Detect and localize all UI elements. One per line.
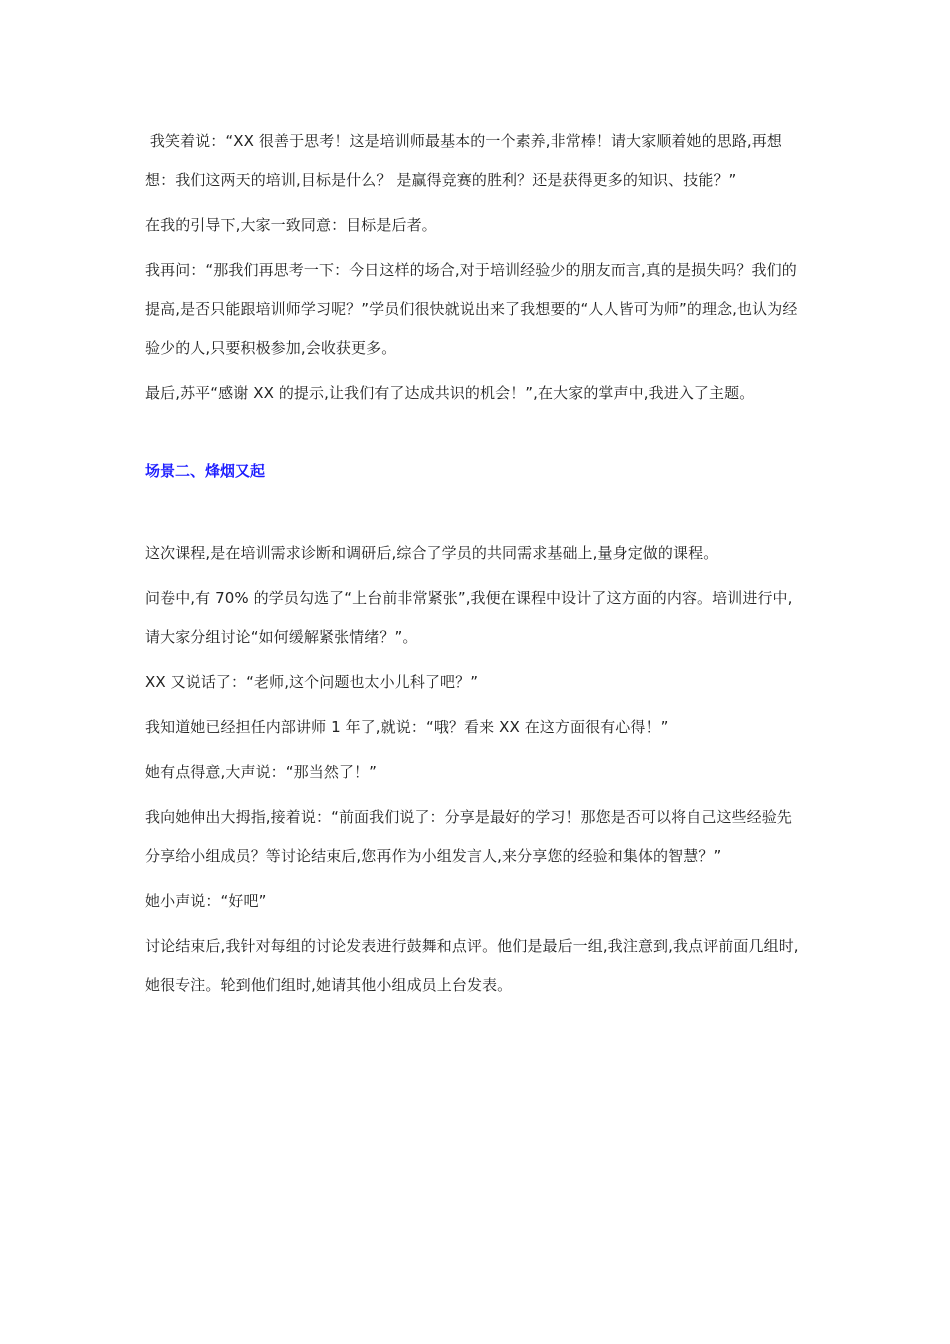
- paragraph: 我再问：“那我们再思考一下：今日这样的场合,对于培训经验少的朋友而言,真的是损失吗？我们的提高,是否只能跟培训师学习呢？”学员们很快就说出来了我想要的“人人皆可为师”的理念,也认为经验少的人,只要积极参加,会收获更多。: [145, 261, 798, 357]
- paragraph: 讨论结束后,我针对每组的讨论发表进行鼓舞和点评。他们是最后一组,我注意到,我点评前面几组时,她很专注。轮到他们组时,她请其他小组成员上台发表。: [145, 937, 799, 994]
- paragraph: XX 又说话了：“老师,这个问题也太小儿科了吧？”: [145, 673, 479, 691]
- paragraph: 我笑着说：“XX 很善于思考！这是培训师最基本的一个素养,非常棒！请大家顺着她的思路,再想想：我们这两天的培训,目标是什么？ 是赢得竞赛的胜利？还是获得更多的知识、技能？”: [145, 132, 783, 189]
- section-heading: 场景二、烽烟又起: [145, 462, 266, 480]
- paragraph: 她小声说：“好吧”: [145, 892, 267, 910]
- paragraph: 这次课程,是在培训需求诊断和调研后,综合了学员的共同需求基础上,量身定做的课程。: [145, 544, 719, 562]
- paragraph: 我知道她已经担任内部讲师 1 年了,就说：“哦？看来 XX 在这方面很有心得！”: [145, 718, 669, 736]
- paragraph: 最后,苏平“感谢 XX 的提示,让我们有了达成共识的机会！”,在大家的掌声中,我进入了主题。: [145, 384, 755, 402]
- paragraph: 她有点得意,大声说：“那当然了！”: [145, 763, 378, 781]
- document-body: [145, 122, 807, 1011]
- paragraph: 在我的引导下,大家一致同意：目标是后者。: [145, 216, 437, 234]
- paragraph: 问卷中,有 70% 的学员勾选了“上台前非常紧张”,我便在课程中设计了这方面的内容。培训进行中,请大家分组讨论“如何缓解紧张情绪？”。: [145, 589, 793, 646]
- paragraph: 我向她伸出大拇指,接着说：“前面我们说了：分享是最好的学习！那您是否可以将自己这些经验先分享给小组成员？等讨论结束后,您再作为小组发言人,来分享您的经验和集体的智慧？”: [145, 808, 792, 865]
